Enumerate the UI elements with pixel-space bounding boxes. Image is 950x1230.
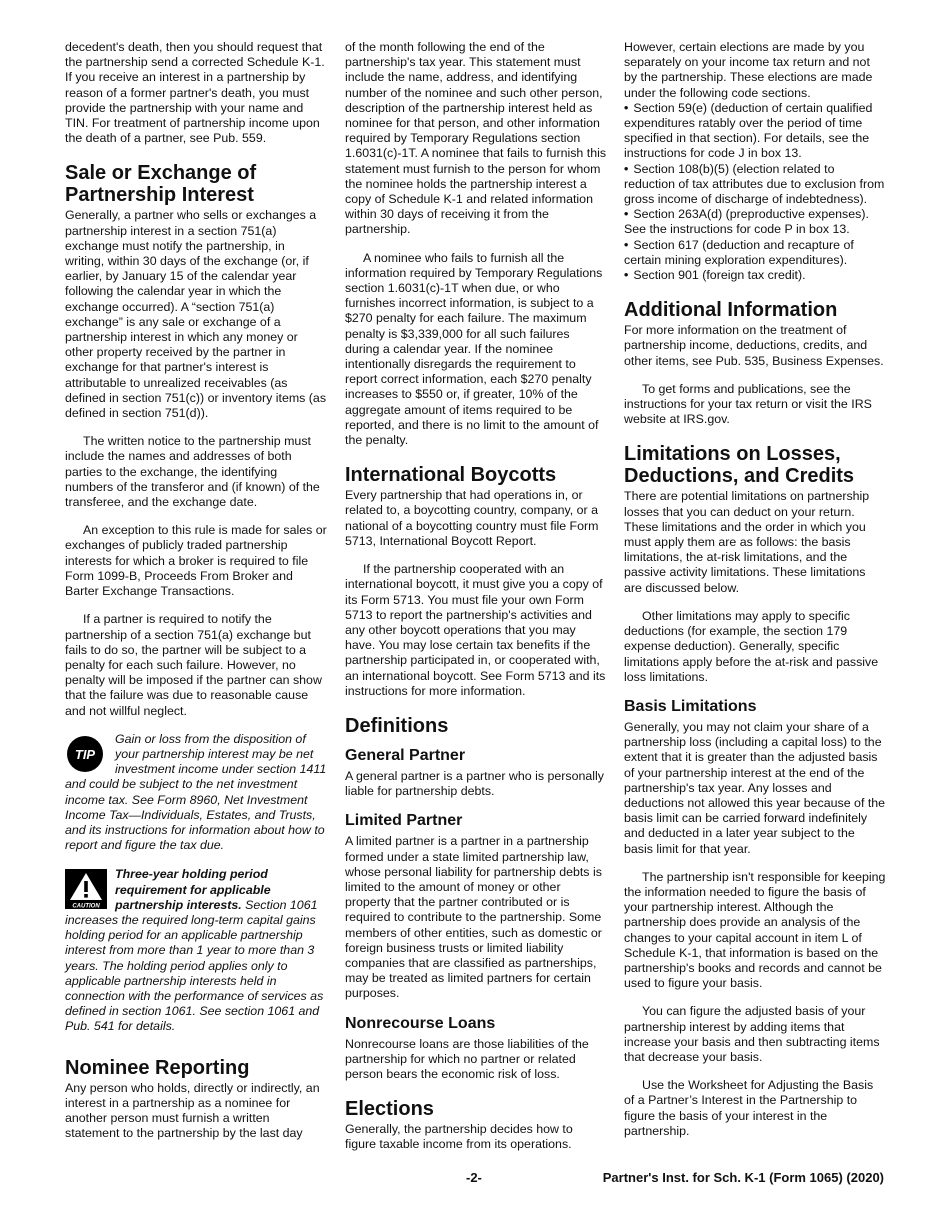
paragraph: of the month following the end of the partnership's tax year. This statement must include the name, address, and identifying number of the nominee and such other person, description of the partnership interest held as nominee for that person, and other information required by Temporary Regulations section 1.6031(c)-1T. A nominee that fails to furnish this statement must furnish to the person for whom the nominee holds the partnership interest a copy of Schedule K-1 and related information within 30 days of receiving it from the partnership. — [345, 40, 607, 237]
column-1 — [65, 40, 327, 1154]
paragraph: Nonrecourse loans are those liabilities of the partnership for which no partner or related person bears the economic risk of loss. — [345, 1036, 589, 1081]
heading-international-boycotts: International Boycotts — [345, 464, 557, 487]
paragraph: Generally, a partner who sells or exchanges a partnership interest in a section 751(a) exchange must notify the partnership, in writing, within 30 days of the exchange (or, if earlier, by January 15 of the calendar year following the calendar year in which the exchange occurred). A “section 751(a) exchange” is any sale or exchange of a partnership interest in which any money or other property received by the partner in exchange for that partner's interest is attributable to unrealized receivables (as defined in section 751(c)) or inventory items (as defined in section 751(d)). — [65, 208, 327, 421]
code-sections-list — [624, 101, 886, 283]
caution-bold-text: Three-year holding period requirement for applicable partnership interests. — [115, 867, 271, 912]
heading-sale-or-exchange: Sale or Exchange of Partnership Interest — [65, 162, 257, 207]
tip-note — [65, 732, 327, 854]
paragraph: Other limitations may apply to specific deductions (for example, the section 179 expense deduction). Generally, specific limitations apply before the at-risk and passive loss limitations. — [624, 608, 879, 684]
paragraph: The written notice to the partnership must include the names and addresses of both parties to the exchange, the identifying numbers of the transferor and (if known) of the transferee, and the exchange date. — [65, 434, 320, 510]
caution-icon — [65, 869, 107, 909]
paragraph: Every partnership that had operations in, or related to, a boycotting country, company, or a national of a boycotting country must file Form 5713, International Boycott Report. — [345, 488, 599, 548]
tip-text: Gain or loss from the disposition of your partnership interest may be net investment income under section 1411 and could be subject to the net investment income tax. See Form 8960, Net Investment Income Tax—Individuals, Estates, and Trusts, and its instructions for information about how to report and figure the tax due. — [65, 731, 327, 853]
paragraph: You can figure the adjusted basis of your partnership interest by adding items that increase your basis and then subtracting items that decrease your basis. — [624, 1004, 880, 1064]
paragraph: If a partner is required to notify the partnership of a section 751(a) exchange but fails to do so, the partner will be subject to a penalty for each such failure. However, no penalty will be imposed if the partner can show that the failure was due to reasonable cause and not willful neglect. — [65, 612, 322, 718]
list-item: • Section 263A(d) (preproductive expenses). See the instructions for code P in box 13. — [624, 207, 869, 237]
paragraph: The partnership isn't responsible for keeping the information needed to figure the basis of your partnership interest. Although the partnership does provide an analysis of the changes to your capital account in item L of Schedule K-1, that information is based on the partnership's books and records and cannot be used to figure your basis. — [624, 869, 886, 991]
heading-limited-partner: Limited Partner — [345, 812, 463, 830]
tip-icon — [65, 734, 107, 774]
list-item: • Section 59(e) (deduction of certain qualified expenditures ratably over the period of time specified in that section). For details, see the instructions for code J in box 13. — [624, 100, 873, 161]
paragraph: A nominee who fails to furnish all the information required by Temporary Regulations section 1.6031(c)-1T when due, or who furnishes incorrect information, is subject to a $270 penalty for each failure. The maximum penalty is $3,339,000 for all such failures during a calendar year. If the nominee intentionally disregards the requirement to report correct information, each $270 penalty increases to $550 or, if greater, 10% of the aggregate amount of items required to be reported, and there is no limit to the amount of the penalty. — [345, 250, 603, 448]
heading-additional-information: Additional Information — [624, 299, 838, 322]
list-item: • Section 901 (foreign tax credit). — [624, 268, 806, 283]
heading-elections: Elections — [345, 1098, 434, 1121]
caution-label: CAUTION — [72, 903, 100, 910]
list-item: • Section 617 (deduction and recapture of certain mining exploration expenditures). — [624, 237, 854, 267]
paragraph: A general partner is a partner who is personally liable for partnership debts. — [345, 768, 604, 799]
heading-nonrecourse-loans: Nonrecourse Loans — [345, 1014, 496, 1032]
column-3 — [624, 40, 886, 1152]
paragraph: However, certain elections are made by you separately on your income tax return and not by the partnership. These elections are made under the following code sections. — [624, 40, 873, 100]
paragraph: If the partnership cooperated with an international boycott, it must give you a copy of its Form 5713. You must file your own Form 5713 to report the partnership's activities and any other boycott operations that you may have. You may lose certain tax benefits if the partnership participated in, or cooperated with, an international boycott. See Form 5713 and its instructions for more information. — [345, 562, 606, 698]
column-2 — [345, 40, 607, 1166]
heading-basis-limitations: Basis Limitations — [624, 697, 757, 715]
paragraph: A limited partner is a partner in a partnership formed under a state limited partnership law, whose personal liability for partnership debts is limited to the amount of money or other property that the partner contributed or is required to contribute to the partnership. Some members of other entities, such as domestic or foreign business trusts or limited liability companies that are classified as partnerships, may be treated as limited partners for certain purposes. — [345, 834, 602, 1001]
heading-limitations: Limitations on Losses, Deductions, and Credits — [624, 443, 855, 488]
paragraph: Generally, the partnership decides how to figure taxable income from its operations. — [345, 1122, 573, 1152]
paragraph: Generally, you may not claim your share of a partnership loss (including a capital loss) to the extent that it is greater than the adjusted basis of your partnership interest at the end of the partnership's tax year. Any losses and deductions not allowed this year because of the basis limit can be carried forward indefinitely and deducted in a later year subject to the basis limit for that year. — [624, 719, 886, 856]
page-footer — [0, 1170, 950, 1190]
paragraph: For more information on the treatment of partnership income, deductions, credits, and other items, see Pub. 535, Business Expenses. — [624, 323, 884, 368]
paragraph: An exception to this rule is made for sales or exchanges of publicly traded partnership interests for which a broker is required to file Form 1099-B, Proceeds From Broker and Barter Exchange Transactions. — [65, 523, 327, 599]
list-item: • Section 108(b)(5) (election related to reduction of tax attributes due to exclusion from gross income of discharge of indebtedness). — [624, 161, 885, 207]
heading-nominee-reporting: Nominee Reporting — [65, 1056, 250, 1079]
paragraph: Use the Worksheet for Adjusting the Basis of a Partner’s Interest in the Partnership to figure the basis of your interest in the partnership. — [624, 1078, 874, 1138]
caution-text: Section 1061 increases the required long-term capital gains holding period for an applicable partnership interest from more than 1 year to more than 3 years. The holding period applies only to applicable partnership interests held in connection with the performance of services as defined in section 1061. See section 1061 and Pub. 541 for details. — [65, 897, 324, 1034]
document-title: Partner's Inst. for Sch. K-1 (Form 1065) (2020) — [602, 1170, 884, 1185]
paragraph: Any person who holds, directly or indirectly, an interest in a partnership as a nominee for another person must furnish a written statement to the partnership by the last day — [65, 1080, 320, 1141]
paragraph: To get forms and publications, see the instructions for your tax return or visit the IRS website at IRS.gov. — [624, 381, 872, 427]
paragraph: decedent's death, then you should request that the partnership send a corrected Schedule K-1. If you receive an interest in a partnership by reason of a former partner's death, you must provide the partnership with your name and TIN. For treatment of partnership income upon the death of a partner, see Pub. 559. — [65, 40, 325, 146]
heading-definitions: Definitions — [345, 714, 449, 737]
caution-note — [65, 867, 327, 1034]
heading-general-partner: General Partner — [345, 746, 466, 764]
page-number: -2- — [466, 1170, 482, 1185]
paragraph: There are potential limitations on partnership losses that you can deduct on your return. These limitations and the order in which you must apply them are as follows: the basis limitations, the at-risk limitations, and the passive activity limitations. These limitations are discussed below. — [624, 489, 870, 595]
tip-label: TIP — [74, 746, 96, 762]
